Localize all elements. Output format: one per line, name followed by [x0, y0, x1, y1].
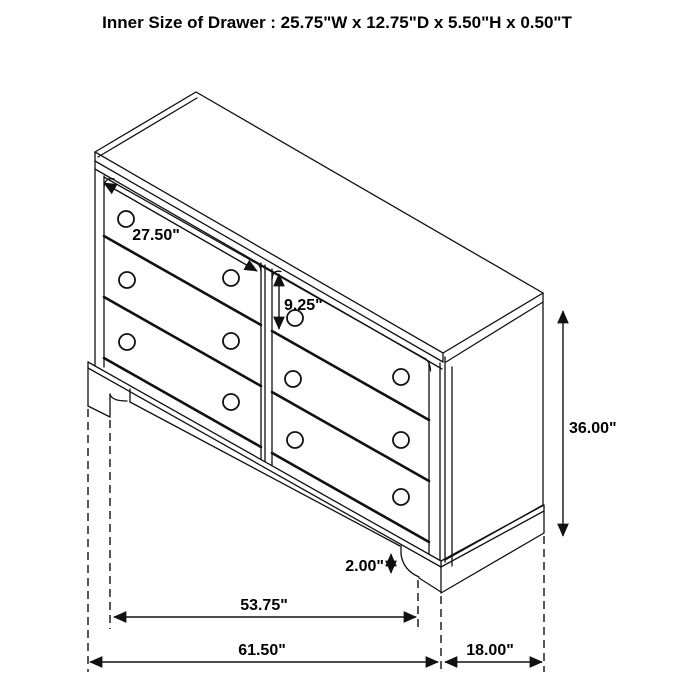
- knob: [223, 270, 239, 286]
- knob: [287, 432, 303, 448]
- dim-label-overall-height: 36.00": [569, 420, 617, 437]
- dim-label-overall-width: 61.50": [238, 642, 286, 659]
- dim-label-drawer-width: 27.50": [132, 227, 180, 244]
- dim-label-base-clearance: 2.00": [345, 558, 384, 575]
- knob: [393, 432, 409, 448]
- dim-label-between-legs: 53.75": [240, 597, 288, 614]
- knob: [393, 489, 409, 505]
- knob: [285, 371, 301, 387]
- knob: [223, 333, 239, 349]
- knob: [223, 394, 239, 410]
- dim-label-overall-depth: 18.00": [466, 642, 514, 659]
- page-title: Inner Size of Drawer : 25.75"W x 12.75"D x 5.50"H x 0.50"T: [102, 13, 572, 32]
- knob: [119, 334, 135, 350]
- dim-label-drawer-front-height: 9.25": [284, 297, 323, 314]
- knob: [393, 369, 409, 385]
- knob: [119, 272, 135, 288]
- knob: [118, 211, 134, 227]
